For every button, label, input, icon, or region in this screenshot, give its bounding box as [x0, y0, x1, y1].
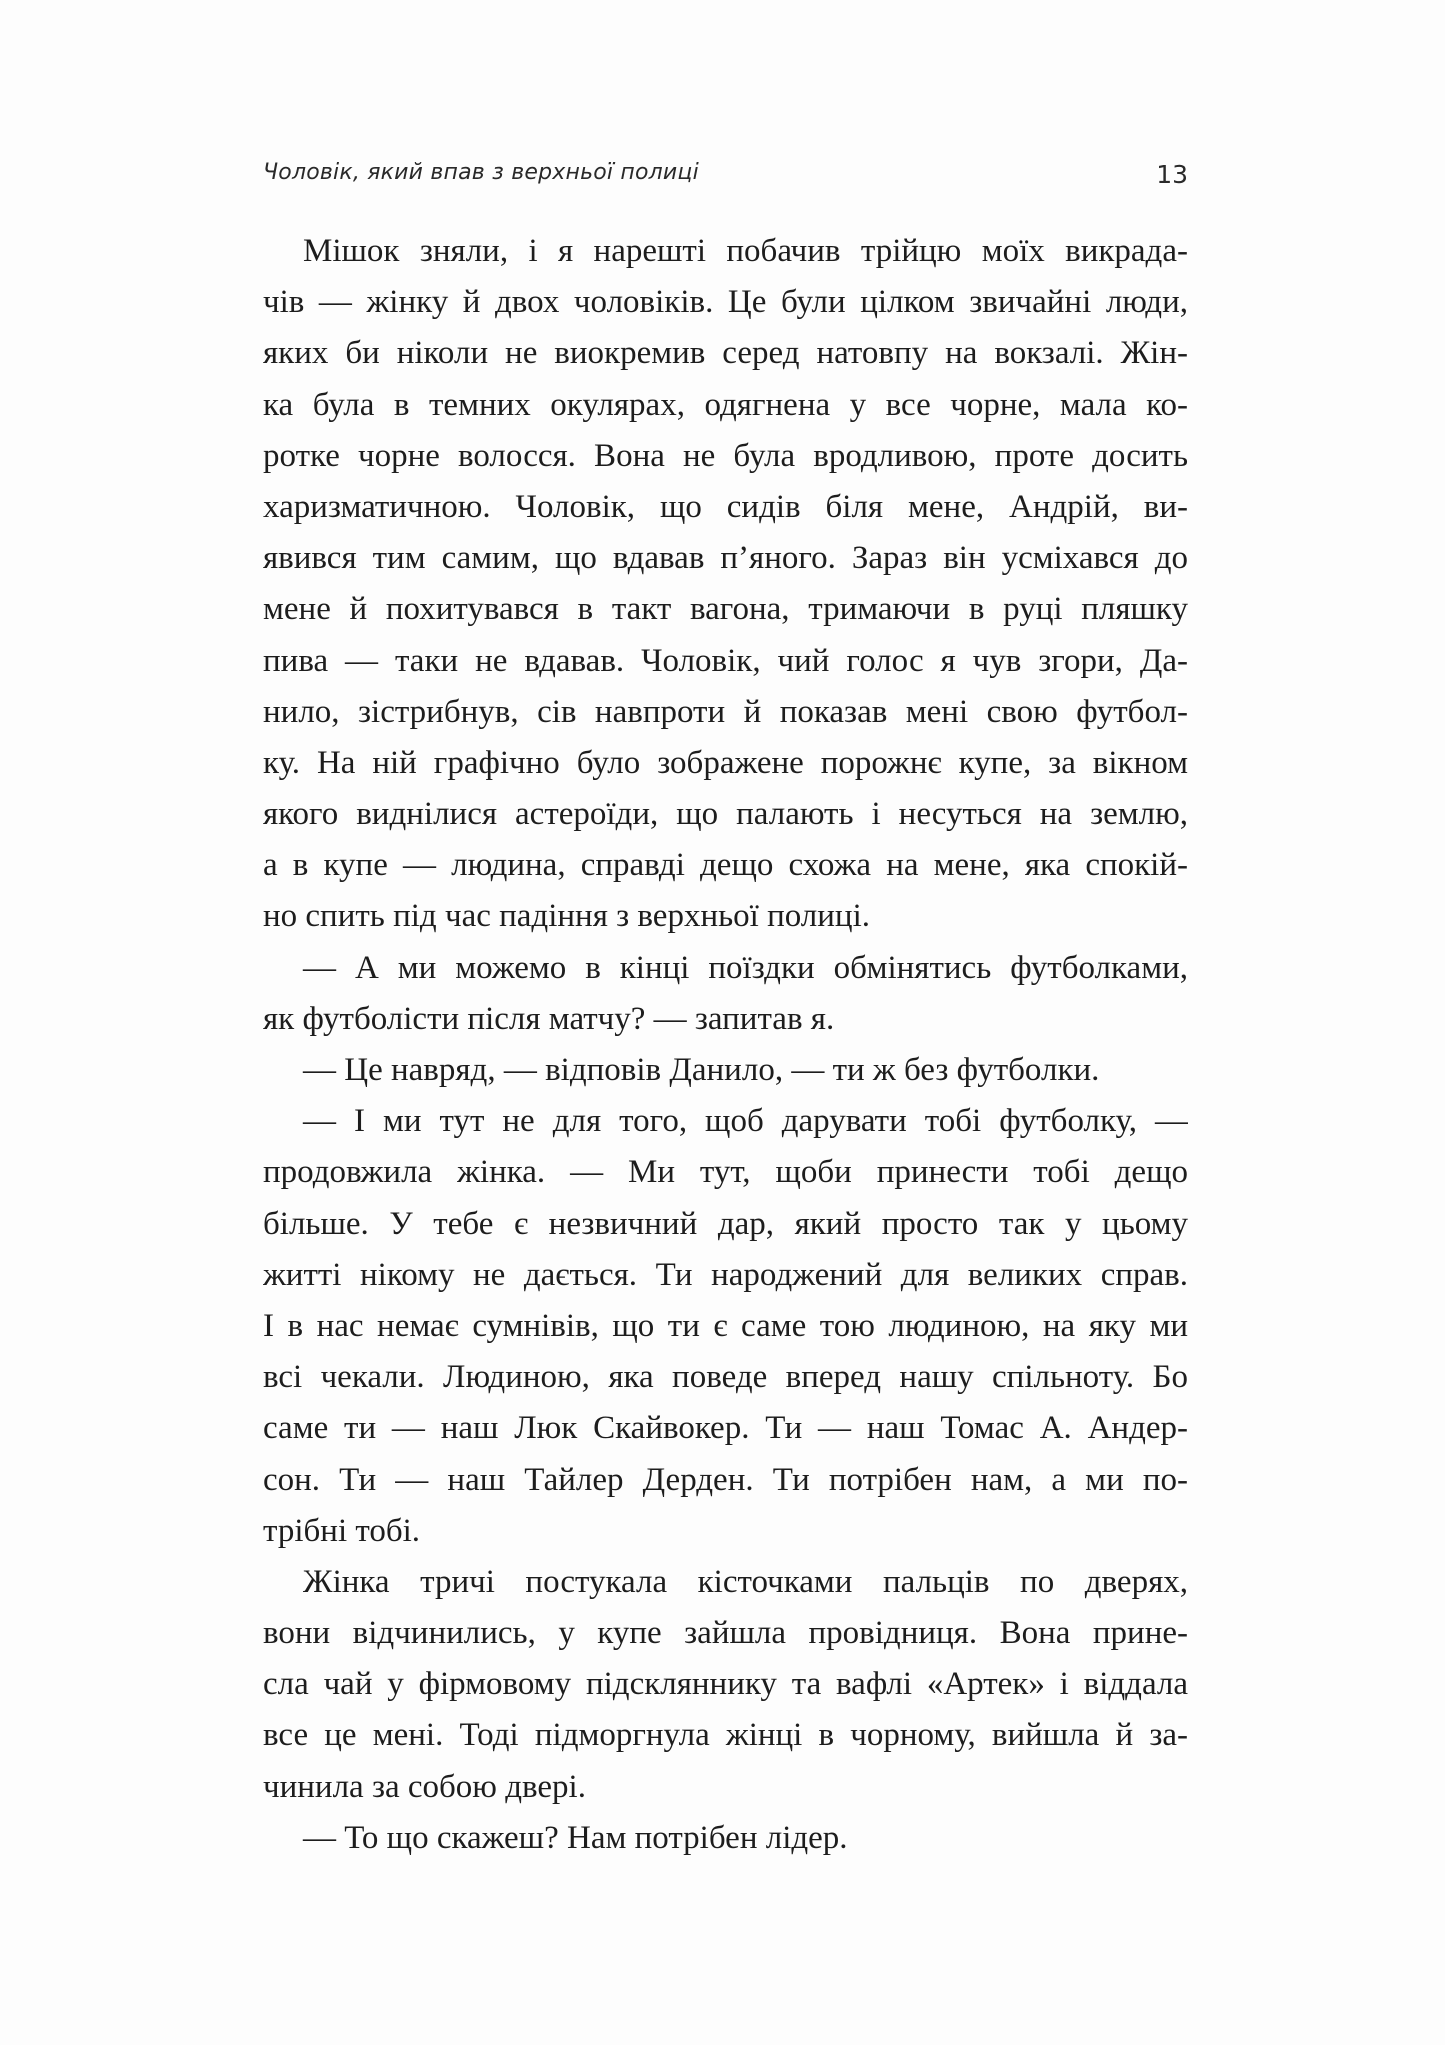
text-line: трібні тобі.	[263, 1512, 421, 1549]
running-head	[263, 160, 1188, 200]
text-line: ротке чорне волосся. Вона не була вродливою, проте досить	[263, 437, 1188, 474]
text-line: яких би ніколи не виокремив серед натовпу на вокзалі. Жін-	[263, 335, 1188, 372]
text-line: — То що скажеш? Нам потрібен лідер.	[303, 1819, 848, 1856]
text-line: як футболісти після матчу? — запитав я.	[263, 1000, 835, 1037]
text-line: І в нас немає сумнівів, що ти є саме тою людиною, на яку ми	[263, 1307, 1188, 1344]
text-line: чів — жінку й двох чоловіків. Це були цілком звичайні люди,	[263, 284, 1188, 321]
text-line: но спить під час падіння з верхньої полиці.	[263, 898, 871, 935]
text-line: ка була в темних окулярах, одягнена у все чорне, мала ко-	[263, 386, 1188, 423]
text-line: мене й похитувався в такт вагона, тримаючи в руці пляшку	[263, 591, 1188, 628]
text-line: пива — таки не вдавав. Чоловік, чий голос я чув згори, Да-	[263, 642, 1188, 679]
text-line: нило, зістрибнув, сів навпроти й показав мені свою футбол-	[263, 693, 1188, 730]
text-line: якого виднілися астероїди, що палають і несуться на землю,	[263, 796, 1188, 833]
text-line: сон. Ти — наш Тайлер Дерден. Ти потрібен нам, а ми по-	[263, 1461, 1188, 1498]
text-line: Жінка тричі постукала кісточками пальців по дверях,	[303, 1563, 1188, 1600]
running-title: Чоловік, який впав з верхньої полиці	[263, 160, 699, 185]
text-line: сла чай у фірмовому підскляннику та вафлі «Артек» і віддала	[263, 1666, 1188, 1703]
text-line: — І ми тут не для того, щоб дарувати тобі футболку, —	[303, 1103, 1188, 1140]
text-line: вони відчинились, у купе зайшла провідниця. Вона прине-	[263, 1615, 1188, 1652]
text-line: все це мені. Тоді підморгнула жінці в чорному, вийшла й за-	[263, 1717, 1188, 1754]
text-line: ку. На ній графічно було зображене порожнє купе, за вікном	[263, 744, 1188, 781]
text-line: — А ми можемо в кінці поїздки обмінятись футболками,	[303, 949, 1188, 986]
text-line: чинила за собою двері.	[263, 1768, 586, 1805]
page-number: 13	[1156, 160, 1188, 189]
text-line: всі чекали. Людиною, яка поведе вперед нашу спільноту. Бо	[263, 1359, 1188, 1396]
text-line: продовжила жінка. — Ми тут, щоби принести тобі дещо	[263, 1154, 1188, 1191]
text-line: більше. У тебе є незвичний дар, який просто так у цьому	[263, 1205, 1188, 1242]
body-text	[263, 226, 1188, 1864]
text-line: — Це навряд, — відповів Данило, — ти ж без футболки.	[303, 1052, 1100, 1088]
text-line: Мішок зняли, і я нарешті побачив трійцю моїх викрада-	[303, 233, 1188, 269]
text-line: житті нікому не дається. Ти народжений для великих справ.	[263, 1256, 1188, 1293]
text-line: саме ти — наш Люк Скайвокер. Ти — наш Томас А. Андер-	[263, 1410, 1188, 1447]
text-line: явився тим самим, що вдавав п’яного. Зараз він усміхався до	[263, 540, 1188, 577]
text-line: а в купе — людина, справді дещо схожа на мене, яка спокій-	[263, 847, 1188, 884]
text-line: харизматичною. Чоловік, що сидів біля мене, Андрій, ви-	[263, 488, 1188, 525]
